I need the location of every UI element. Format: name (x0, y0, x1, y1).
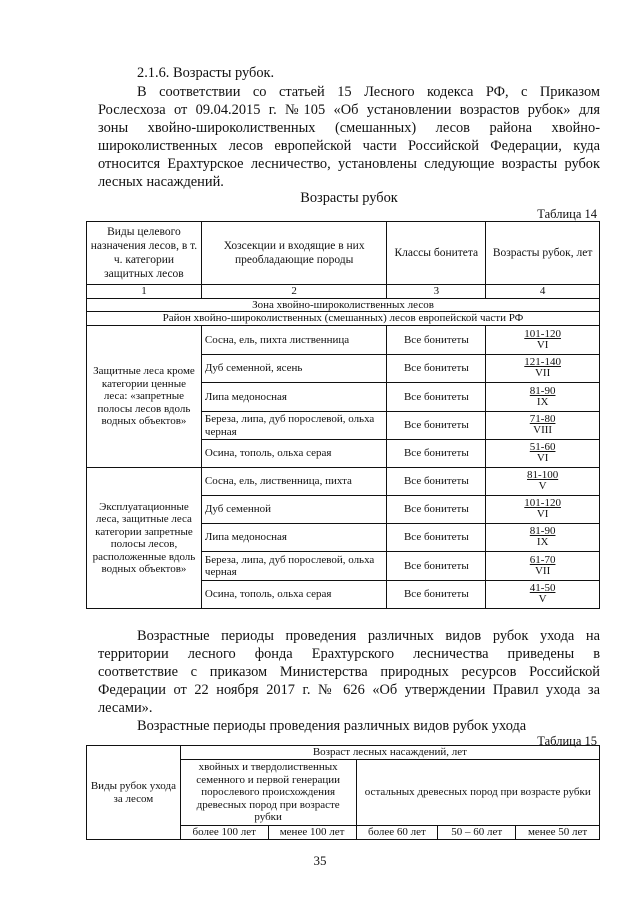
para-line-6: лесных насаждений. (98, 174, 224, 190)
t15-age-col: менее 100 лет (268, 826, 356, 840)
t14-age-class: V (538, 480, 547, 493)
t14-species: Липа медоносная (201, 383, 387, 412)
t14-bonitet: Все бонитеты (387, 412, 486, 440)
t14-age-class: V (538, 593, 547, 606)
t14-species: Дуб семенной (201, 496, 387, 524)
t14-bonitet: Все бонитеты (387, 552, 486, 581)
para2-line-3: соответствие с приказом Министерства природных ресурсов Российской (98, 664, 600, 680)
t15-age-col: менее 50 лет (516, 826, 600, 840)
t14-colnum-4: 4 (486, 285, 600, 299)
t14-age-class: IX (536, 395, 549, 408)
t14-age-range: 101-120 (524, 497, 561, 510)
para-line-2: Рослесхоза от 09.04.2015 г. №105 «Об установлении возрастов рубок» для (98, 102, 600, 118)
t14-bonitet: Все бонитеты (387, 440, 486, 468)
t15-age-col: более 100 лет (180, 826, 268, 840)
t14-species: Осина, тополь, ольха серая (201, 440, 387, 468)
t14-age-class: VI (536, 508, 549, 521)
t14-bonitet: Все бонитеты (387, 326, 486, 355)
t15-age-col: более 60 лет (356, 826, 438, 840)
t14-age-range: 121-140 (524, 356, 561, 369)
t14-species: Липа медоносная (201, 524, 387, 552)
t14-age-range: 41-50 (529, 582, 556, 595)
t14-age-range: 81-90 (529, 384, 556, 397)
t14-colnum-3: 3 (387, 285, 486, 299)
para2-line-4: Федерации от 22 ноября 2017 г. № 626 «Об утверждении Правил ухода за (98, 682, 600, 698)
t14-header-bonitet: Классы бонитета (387, 222, 486, 285)
section-heading: 2.1.6. Возрасты рубок. (137, 65, 275, 81)
t14-group-exploitation: Эксплуатационные леса, защитные леса категории запретные полосы лесов, расположенные вдоль водных объектов» (87, 468, 202, 609)
table14-label: Таблица 14 (537, 207, 597, 221)
table-row (87, 326, 600, 355)
t14-age-class: VIII (533, 424, 553, 437)
para-line-3: зоны хвойно-широколиственных (смешанных) лесов района хвойно- (98, 120, 600, 136)
t14-species: Сосна, ель, пихта лиственница (201, 326, 387, 355)
t14-age-class: VII (534, 564, 551, 577)
para-line-5: относится Ерахтурское лесничество, установлены следующие возрасты рубок (98, 156, 600, 172)
t14-zone: Зона хвойно-широколиственных лесов (87, 298, 600, 312)
page-number: 35 (313, 853, 327, 868)
t14-group-protective: Защитные леса кроме категории ценные леса: «запретные полосы лесов вдоль водных объектов» (87, 326, 202, 468)
t14-age-range: 61-70 (529, 553, 556, 566)
t14-species: Дуб семенной, ясень (201, 355, 387, 383)
t14-age-range: 51-60 (529, 441, 556, 454)
t14-bonitet: Все бонитеты (387, 468, 486, 496)
t14-bonitet: Все бонитеты (387, 355, 486, 383)
t15-sub-conifer: хвойных и твердолиственных семенного и первой генерации порослевого происхождения древесных пород при возрасте рубки (180, 760, 356, 826)
t15-col-care-types: Виды рубок ухода за лесом (87, 746, 181, 840)
t14-age-class: VII (534, 367, 551, 380)
t14-colnum-1: 1 (87, 285, 202, 299)
t14-header-species: Хозсекции и входящие в них преобладающие породы (201, 222, 387, 285)
para-line-4: широколиственных лесов европейской части Российской Федерации, куда (98, 138, 600, 154)
t15-sub-other: остальных древесных пород при возрасте рубки (356, 760, 600, 826)
t14-region: Район хвойно-широколиственных (смешанных) лесов европейской части РФ (87, 312, 600, 326)
t14-header-purpose: Виды целевого назначения лесов, в т. ч. категории защитных лесов (87, 222, 202, 285)
t14-age-class: VI (536, 452, 549, 465)
t14-age-range: 81-100 (527, 469, 559, 482)
t14-species: Сосна, ель, лиственница, пихта (201, 468, 387, 496)
table-row (87, 468, 600, 496)
t14-species: Береза, липа, дуб порослевой, ольха черная (201, 412, 387, 440)
t14-bonitet: Все бонитеты (387, 524, 486, 552)
t14-age-range: 101-120 (524, 327, 561, 340)
t14-age-class: IX (536, 536, 549, 549)
t14-age-range: 71-80 (529, 413, 556, 426)
para2-line-2: территории лесного фонда Ерахтурского лесничества приведены в (98, 646, 600, 662)
para2-line-5: лесами». (98, 700, 153, 716)
table15 (86, 745, 600, 840)
table14 (86, 221, 600, 609)
t14-header-age: Возрасты рубок, лет (486, 222, 600, 285)
t14-bonitet: Все бонитеты (387, 496, 486, 524)
t14-colnum-2: 2 (201, 285, 387, 299)
t14-age-range: 81-90 (529, 525, 556, 538)
t15-age-col: 50 – 60 лет (438, 826, 516, 840)
t14-species: Осина, тополь, ольха серая (201, 581, 387, 609)
table15-label: Таблица 15 (537, 734, 597, 748)
t14-bonitet: Все бонитеты (387, 581, 486, 609)
t14-species: Береза, липа, дуб порослевой, ольха черная (201, 552, 387, 581)
para-line-1: В соответствии со статьей 15 Лесного кодекса РФ, с Приказом (137, 84, 600, 100)
t15-age-header: Возраст лесных насаждений, лет (180, 746, 599, 760)
t14-bonitet: Все бонитеты (387, 383, 486, 412)
table15-title: Возрастные периоды проведения различных видов рубок ухода (137, 718, 527, 734)
t14-age-class: VI (536, 338, 549, 351)
para2-line-1: Возрастные периоды проведения различных видов рубок ухода на (137, 628, 600, 644)
table14-title: Возрасты рубок (300, 190, 398, 206)
